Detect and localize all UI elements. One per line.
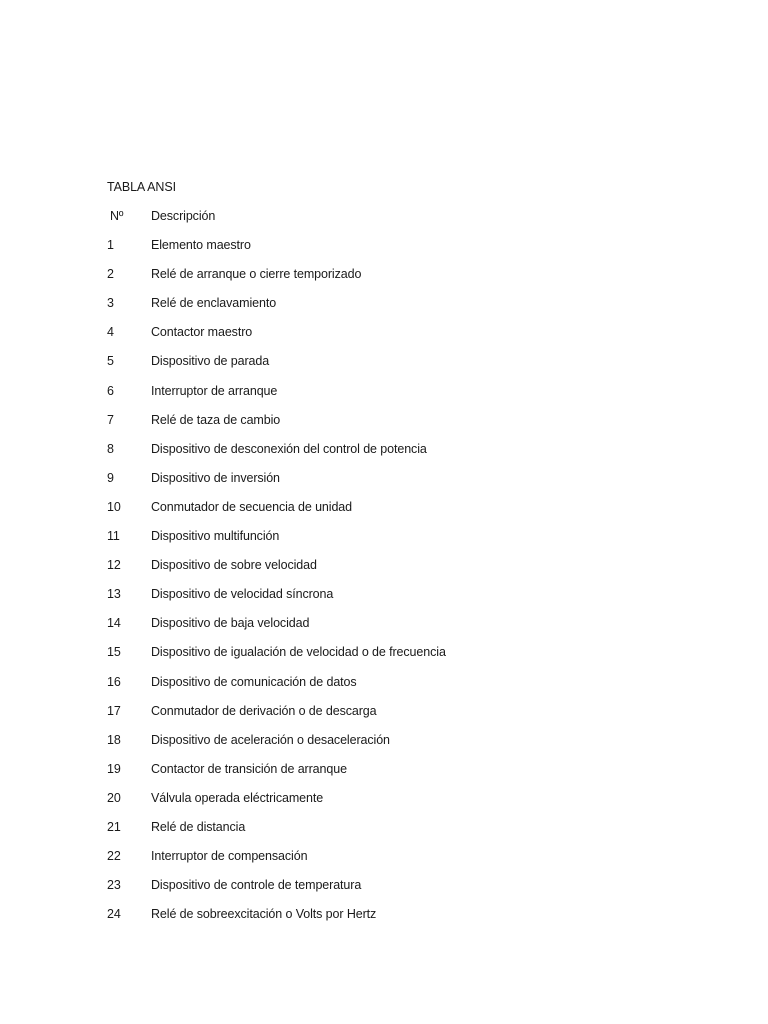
table-row bbox=[107, 557, 627, 586]
table-row bbox=[107, 819, 627, 848]
row-description: Relé de arranque o cierre temporizado bbox=[151, 267, 362, 282]
table-row bbox=[107, 470, 627, 499]
table-row bbox=[107, 353, 627, 382]
row-number: 11 bbox=[107, 529, 120, 544]
table-row bbox=[107, 266, 627, 295]
table-row bbox=[107, 295, 627, 324]
row-number: 15 bbox=[107, 645, 121, 660]
table-row bbox=[107, 412, 627, 441]
row-number: 1 bbox=[107, 238, 114, 253]
row-description: Elemento maestro bbox=[151, 238, 251, 253]
row-description: Relé de enclavamiento bbox=[151, 296, 277, 311]
table-row bbox=[107, 441, 627, 470]
row-number: 22 bbox=[107, 849, 121, 864]
row-description: Contactor de transición de arranque bbox=[151, 761, 347, 776]
row-description: Dispositivo de aceleración o desaceleración bbox=[151, 732, 390, 747]
row-description: Conmutador de derivación o de descarga bbox=[151, 703, 377, 718]
row-number: 24 bbox=[107, 907, 121, 922]
row-number: 21 bbox=[107, 819, 121, 834]
table-row bbox=[107, 703, 627, 732]
table-row bbox=[107, 790, 627, 819]
table-body bbox=[107, 237, 627, 935]
row-description: Válvula operada eléctricamente bbox=[151, 790, 324, 805]
row-number: 20 bbox=[107, 790, 121, 805]
row-number: 3 bbox=[107, 296, 114, 311]
row-description: Interruptor de arranque bbox=[151, 383, 278, 398]
row-description: Dispositivo de desconexión del control de potencia bbox=[151, 441, 427, 456]
row-number: 10 bbox=[107, 499, 121, 514]
row-description: Contactor maestro bbox=[151, 325, 253, 340]
row-number: 8 bbox=[107, 441, 114, 456]
table-row bbox=[107, 615, 627, 644]
row-number: 6 bbox=[107, 383, 114, 398]
document-title: TABLA ANSI bbox=[107, 180, 176, 194]
row-description: Dispositivo de baja velocidad bbox=[151, 616, 310, 631]
table-row bbox=[107, 324, 627, 353]
table-row bbox=[107, 848, 627, 877]
table-row bbox=[107, 906, 627, 935]
row-number: 14 bbox=[107, 616, 121, 631]
row-description: Dispositivo de parada bbox=[151, 354, 270, 369]
ansi-table bbox=[107, 208, 627, 935]
table-row bbox=[107, 528, 627, 557]
row-description: Relé de sobreexcitación o Volts por Hertz bbox=[151, 907, 377, 922]
row-description: Interruptor de compensación bbox=[151, 849, 308, 864]
row-description: Dispositivo de inversión bbox=[151, 470, 280, 485]
row-number: 18 bbox=[107, 732, 121, 747]
row-description: Dispositivo de velocidad síncrona bbox=[151, 587, 334, 602]
row-description: Dispositivo de sobre velocidad bbox=[151, 558, 317, 573]
row-description: Relé de taza de cambio bbox=[151, 412, 281, 427]
row-number: 17 bbox=[107, 703, 121, 718]
row-number: 19 bbox=[107, 761, 121, 776]
table-row bbox=[107, 674, 627, 703]
table-row bbox=[107, 644, 627, 673]
row-description: Dispositivo multifunción bbox=[151, 529, 280, 544]
row-number: 23 bbox=[107, 878, 121, 893]
table-row bbox=[107, 383, 627, 412]
row-number: 7 bbox=[107, 412, 114, 427]
row-description: Conmutador de secuencia de unidad bbox=[151, 499, 353, 514]
table-row bbox=[107, 237, 627, 266]
row-description: Dispositivo de comunicación de datos bbox=[151, 674, 357, 689]
row-number: 13 bbox=[107, 587, 121, 602]
row-description: Dispositivo de igualación de velocidad o de frecuencia bbox=[151, 645, 446, 660]
row-number: 2 bbox=[107, 267, 114, 282]
row-number: 16 bbox=[107, 674, 121, 689]
table-row bbox=[107, 877, 627, 906]
row-description: Relé de distancia bbox=[151, 819, 246, 834]
table-row bbox=[107, 732, 627, 761]
row-description: Dispositivo de controle de temperatura bbox=[151, 878, 362, 893]
table-row bbox=[107, 761, 627, 790]
row-number: 5 bbox=[107, 354, 114, 369]
row-number: 9 bbox=[107, 470, 114, 485]
header-description: Descripción bbox=[151, 209, 216, 223]
row-number: 4 bbox=[107, 325, 114, 340]
header-number: Nº bbox=[110, 209, 124, 223]
row-number: 12 bbox=[107, 558, 121, 573]
table-header-row bbox=[107, 208, 627, 237]
table-row bbox=[107, 499, 627, 528]
table-row bbox=[107, 586, 627, 615]
